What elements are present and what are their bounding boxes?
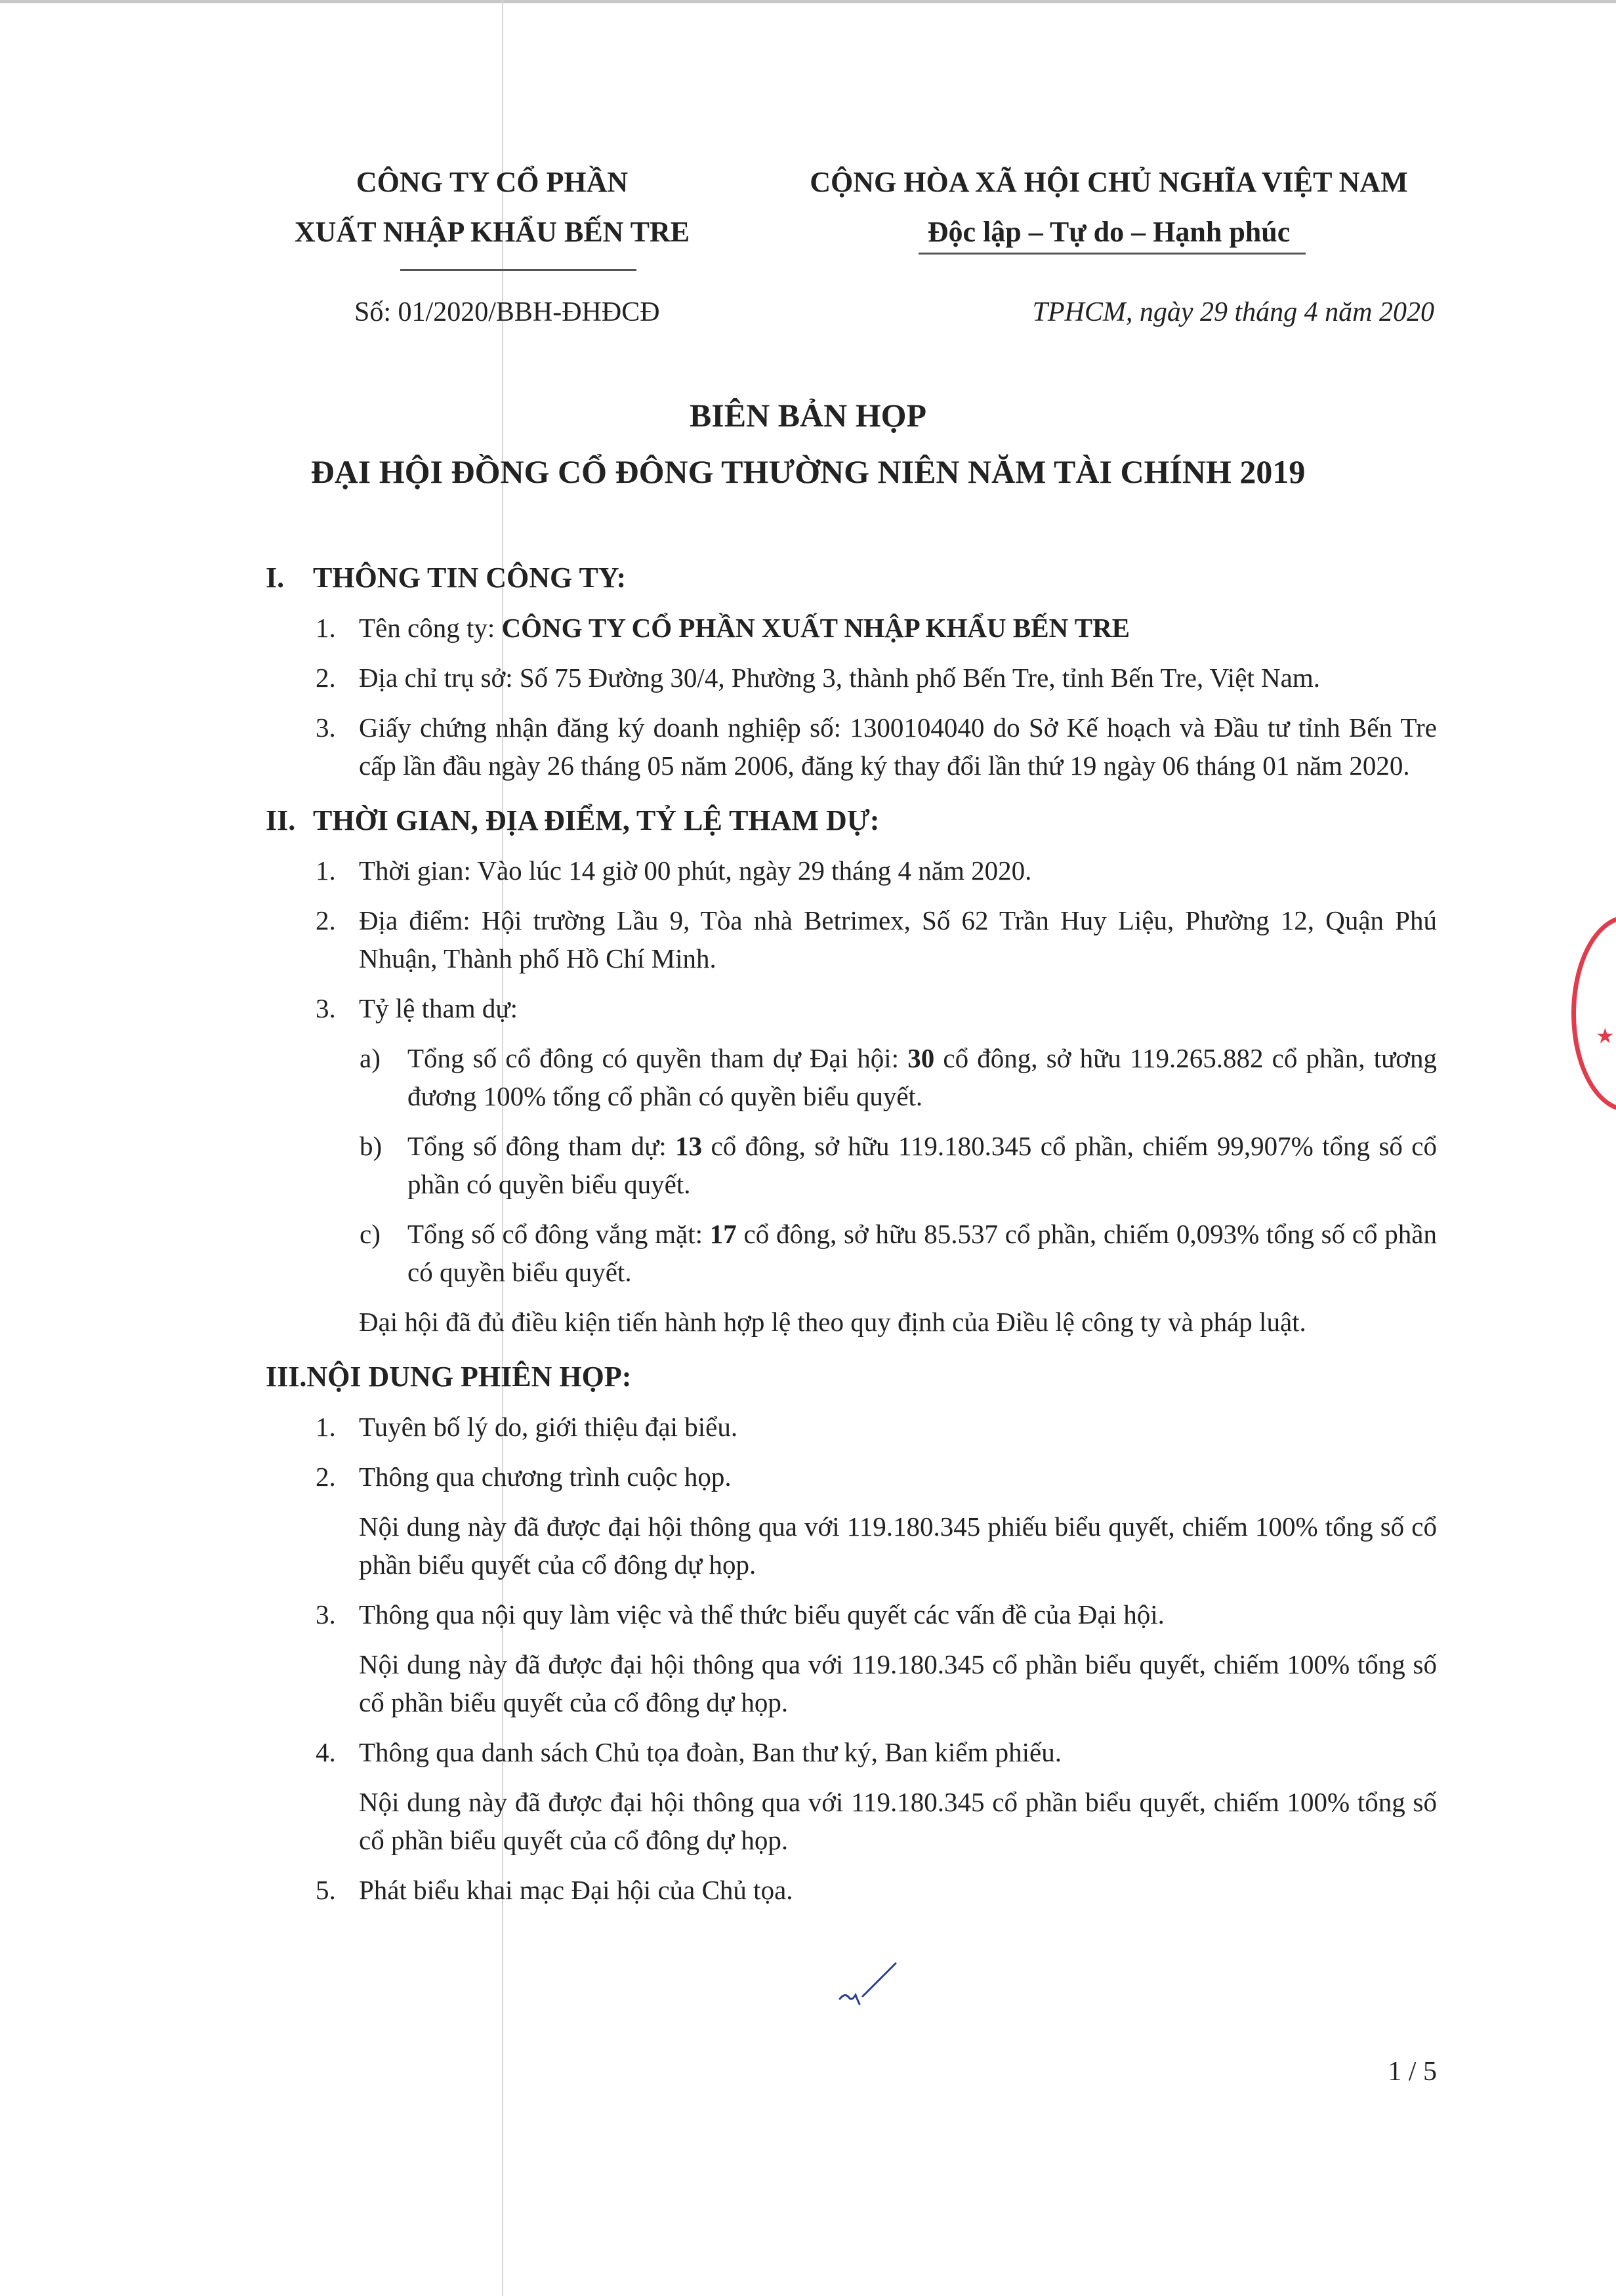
national-header: [761, 157, 1457, 257]
company-name-line2: XUẤT NHẬP KHẨU BẾN TRE: [294, 216, 690, 248]
document-subtitle: ĐẠI HỘI ĐỒNG CỔ ĐÔNG THƯỜNG NIÊN NĂM TÀI CHÍNH 2019: [310, 453, 1306, 490]
item-note: Nội dung này đã được đại hội thông qua với 119.180.345 cổ phần biểu quyết, chiếm 100% tổng số cổ phần biểu quyết của cổ đông dự họp.: [359, 1787, 1437, 1855]
page-number: 1 / 5: [1388, 2057, 1437, 2087]
section-heading: III.NỘI DUNG PHIÊN HỌP:: [266, 1361, 632, 1393]
list-item: 2. Địa điểm: Hội trường Lầu 9, Tòa nhà Betrimex, Số 62 Trần Huy Liệu, Phường 12, Quận Phú Nhuận, Thành phố Hồ Chí Minh.: [316, 905, 1437, 974]
document-body: [266, 559, 1437, 1909]
list-item: 2. Thông qua chương trình cuộc họp.: [316, 1462, 732, 1492]
country-name: CỘNG HÒA XÃ HỘI CHỦ NGHĨA VIỆT NAM: [810, 166, 1408, 198]
company-underline: [400, 269, 636, 271]
list-item: 2. Địa chỉ trụ sở: Số 75 Đường 30/4, Phường 3, thành phố Bến Tre, tỉnh Bến Tre, Việt Nam.: [316, 663, 1320, 693]
list-item: 3. Thông qua nội quy làm việc và thể thức biểu quyết các vấn đề của Đại hội.: [316, 1599, 1165, 1630]
sub-list-item: b) Tổng số đông tham dự: 13 cổ đông, sở hữu 119.180.345 cổ phần, chiếm 99,907% tổng số cổ phần có quyền biểu quyết.: [360, 1131, 1437, 1199]
document-title: BIÊN BẢN HỌP: [689, 397, 927, 434]
motto-underline: [919, 253, 1306, 255]
sub-list-item: a) Tổng số cổ đông có quyền tham dự Đại hội: 30 cổ đông, sở hữu 119.265.882 cổ phần, tương đương 100% tổng cổ phần có quyền biểu quyết.: [360, 1043, 1437, 1111]
company-name-line1: CÔNG TY CỔ PHẦN: [356, 166, 629, 198]
national-motto: Độc lập – Tự do – Hạnh phúc: [927, 216, 1291, 248]
item-note: Nội dung này đã được đại hội thông qua với 119.180.345 phiếu biểu quyết, chiếm 100% tổng số cổ phần biểu quyết của cổ đông dự họp.: [359, 1511, 1437, 1580]
document-number: Số: 01/2020/BBH-ĐHĐCĐ: [354, 297, 660, 327]
signature-initials-icon: [837, 1958, 902, 2011]
section-heading: II. THỜI GIAN, ĐỊA ĐIỂM, TỶ LỆ THAM DỰ:: [266, 804, 880, 836]
scan-top-edge: [0, 0, 1616, 3]
list-item: 5. Phát biểu khai mạc Đại hội của Chủ tọa.: [316, 1875, 793, 1905]
list-item: 4. Thông qua danh sách Chủ tọa đoàn, Ban thư ký, Ban kiểm phiếu.: [316, 1737, 1062, 1767]
document-date: TPHCM, ngày 29 tháng 4 năm 2020: [1032, 297, 1434, 327]
list-item: 3. Giấy chứng nhận đăng ký doanh nghiệp số: 1300104040 do Sở Kế hoạch và Đầu tư tỉnh Bến Tre cấp lần đầu ngày 26 tháng 05 năm 2006, đăng ký thay đổi lần thứ 19 ngày 06 tháng 01 năm 2020.: [316, 712, 1437, 781]
company-seal-icon: [1571, 915, 1616, 1112]
conclusion-paragraph: Đại hội đã đủ điều kiện tiến hành hợp lệ theo quy định của Điều lệ công ty và pháp luật.: [359, 1307, 1306, 1337]
list-item: 1. Thời gian: Vào lúc 14 giờ 00 phút, ngày 29 tháng 4 năm 2020.: [316, 855, 1032, 886]
item-note: Nội dung này đã được đại hội thông qua với 119.180.345 cổ phần biểu quyết, chiếm 100% tổng số cổ phần biểu quyết của cổ đông dự họp.: [359, 1649, 1437, 1717]
section-heading: I. THÔNG TIN CÔNG TY:: [266, 562, 627, 594]
company-header: [262, 157, 722, 257]
sub-list-item: c) Tổng số cổ đông vắng mặt: 17 cổ đông, sở hữu 85.537 cổ phần, chiếm 0,093% tổng số cổ phần có quyền biểu quyết.: [360, 1219, 1437, 1287]
seal-star-icon: ★: [1596, 1023, 1615, 1048]
list-item: 1. Tên công ty: CÔNG TY CỔ PHẦN XUẤT NHẬP KHẨU BẾN TRE: [316, 613, 1130, 643]
list-item: 3. Tỷ lệ tham dự:: [316, 993, 518, 1023]
list-item: 1. Tuyên bố lý do, giới thiệu đại biểu.: [316, 1412, 738, 1442]
